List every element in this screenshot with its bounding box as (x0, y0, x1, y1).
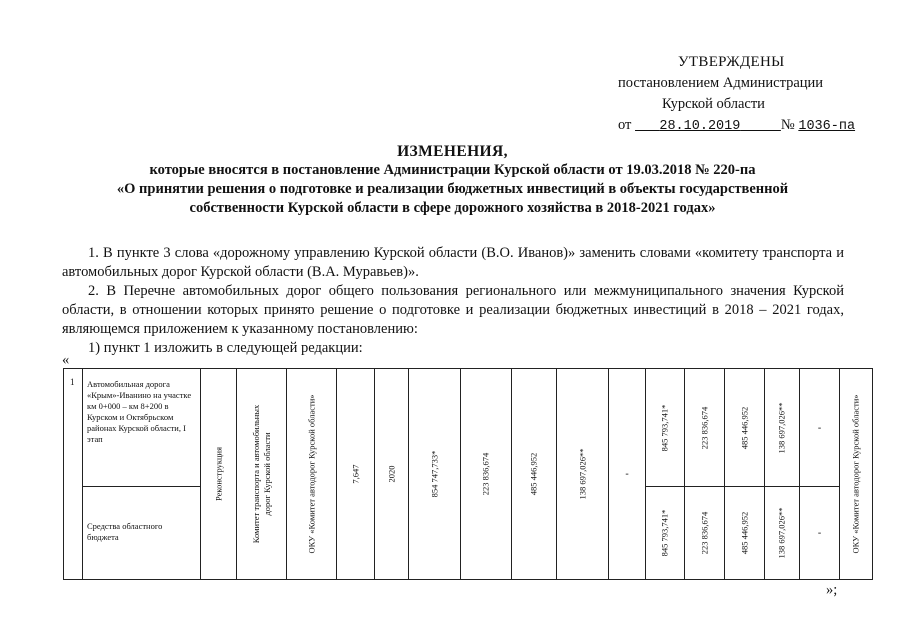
document-body (62, 244, 844, 358)
r2-v1: 223 836,674 (685, 487, 725, 580)
work-type-cell: Реконструкция (201, 369, 237, 580)
heading-line-1: которые вносятся в постановление Администрации Курской области от 19.03.2018 № 220-па (149, 162, 756, 178)
r2-v2: 485 446,952 (725, 487, 765, 580)
paragraph-3: 1) пункт 1 изложить в следующей редакции: (88, 340, 363, 356)
document-heading (60, 142, 845, 218)
value-c-cell: 138 697,026** (557, 369, 609, 580)
quote-open: « (62, 352, 70, 368)
r2-dash: - (800, 487, 840, 580)
total-estimate-cell: 854 747,733* (409, 369, 461, 580)
r1-total: 845 793,741* (646, 369, 685, 487)
roads-table (63, 368, 873, 580)
value-a-cell: 223 836,674 (461, 369, 512, 580)
heading-line-2: «О принятии решения о подготовке и реализации бюджетных инвестиций в объекты государственной собственности Курской области в сфере дорожного хозяйства в 2018-2021 годах» (116, 181, 789, 216)
heading-title: ИЗМЕНЕНИЯ, (397, 143, 508, 160)
r1-v1: 223 836,674 (685, 369, 725, 487)
capacity-cell: 7,647 (337, 369, 375, 580)
recipient-cell: ОКУ «Комитет автодорог Курской области» (840, 369, 873, 580)
developer-cell: ОКУ «Комитет автодорог Курской области» (287, 369, 337, 580)
quote-close: »; (826, 582, 838, 598)
year-cell: 2020 (375, 369, 409, 580)
approval-line-2: Курской области (662, 96, 765, 112)
approval-block (618, 52, 868, 137)
paragraph-2: 2. В Перечне автомобильных дорог общего пользования регионального или межмуниципального значения Курской области, в отношении которых принято решение о подготовке и реализации бюджетных инвестиций в 2018 – 2021 годах, являющемся приложением к указанному постановлению: (62, 283, 844, 337)
approval-date-row (618, 115, 868, 137)
funding-source: Средства областного бюджета (83, 487, 201, 580)
customer-cell: Комитет транспорта и автомобильных дорог Курской области (237, 369, 287, 580)
value-b-cell: 485 446,952 (512, 369, 557, 580)
approval-number: 1036-па (798, 119, 856, 134)
row-number: 1 (64, 369, 83, 580)
r1-dash: - (800, 369, 840, 487)
r1-v2: 485 446,952 (725, 369, 765, 487)
date-prefix: от (618, 117, 632, 133)
r2-total: 845 793,741* (646, 487, 685, 580)
r1-v3: 138 697,026** (765, 369, 800, 487)
approval-line-1: постановлением Администрации (618, 75, 824, 91)
paragraph-1: 1. В пункте 3 слова «дорожному управлению Курской области (В.О. Иванов)» заменить словами «комитету транспорта и автомобильных дорог Курской области (В.А. Муравьев)». (62, 245, 844, 280)
dash-cell: - (609, 369, 646, 580)
object-name: Автомобильная дорога «Крым»-Иванино на участке км 0+000 – км 8+200 в Курском и Октябрьском районах Курской области, I этап (83, 369, 201, 487)
r2-v3: 138 697,026** (765, 487, 800, 580)
number-prefix: № (780, 117, 795, 133)
approval-date: 28.10.2019 (659, 119, 741, 134)
approval-title: УТВЕРЖДЕНЫ (678, 54, 785, 70)
